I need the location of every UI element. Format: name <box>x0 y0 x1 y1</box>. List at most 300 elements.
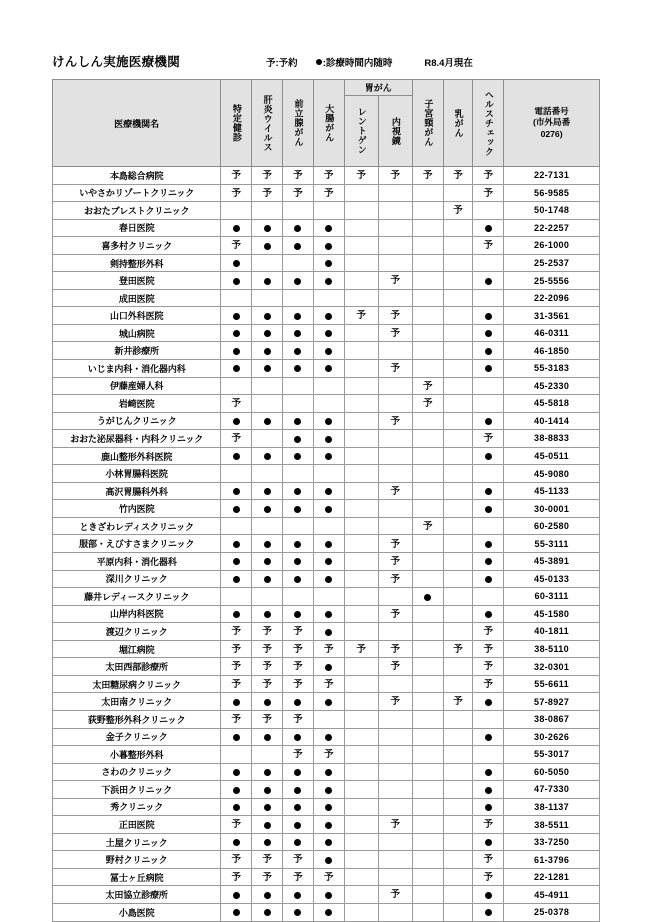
cell-tokutei <box>221 307 252 325</box>
filled-circle-icon <box>325 822 332 829</box>
cell-health <box>473 342 504 360</box>
cell-kanen <box>252 184 283 202</box>
cell-zenritsusen <box>283 202 314 220</box>
cell-kanen <box>252 746 283 764</box>
cell-kanen <box>252 377 283 395</box>
cell-kanen <box>252 360 283 378</box>
table-row <box>53 465 600 483</box>
cell-telephone: 45-0133 <box>504 570 600 588</box>
filled-circle-icon <box>294 558 301 565</box>
cell-institution-name: おおたブレストクリニック <box>53 202 221 220</box>
filled-circle-icon <box>294 804 301 811</box>
cell-telephone: 57-8927 <box>504 693 600 711</box>
cell-zenritsusen <box>283 465 314 483</box>
cell-rentogen <box>344 605 378 623</box>
cell-daicho <box>313 763 344 781</box>
table-row <box>53 710 600 728</box>
cell-daicho <box>313 693 344 711</box>
cell-telephone: 60-5050 <box>504 763 600 781</box>
filled-circle-icon <box>294 892 301 899</box>
cell-kanen <box>252 710 283 728</box>
cell-naishikyo <box>378 851 412 869</box>
filled-circle-icon <box>485 278 492 285</box>
cell-health <box>473 851 504 869</box>
reservation-mark: 予 <box>423 380 433 392</box>
cell-shikyukei <box>412 517 443 535</box>
cell-naishikyo <box>378 184 412 202</box>
table-row <box>53 781 600 799</box>
reservation-mark: 予 <box>293 713 303 725</box>
cell-nyugan <box>443 500 473 518</box>
table-row <box>53 675 600 693</box>
reservation-mark: 予 <box>390 327 401 339</box>
table-row <box>53 816 600 834</box>
cell-rentogen <box>344 430 378 448</box>
cell-shikyukei <box>412 816 443 834</box>
cell-kanen <box>252 816 283 834</box>
cell-institution-name: 喜多村クリニック <box>53 237 221 255</box>
cell-tokutei <box>221 746 252 764</box>
filled-circle-icon <box>485 313 492 320</box>
cell-zenritsusen <box>283 658 314 676</box>
cell-health <box>473 289 504 307</box>
reservation-mark: 予 <box>356 310 366 322</box>
cell-health <box>473 570 504 588</box>
cell-telephone: 33-7250 <box>504 833 600 851</box>
filled-circle-icon <box>325 611 332 618</box>
filled-circle-icon <box>325 488 332 495</box>
cell-daicho <box>313 482 344 500</box>
cell-nyugan <box>443 377 473 395</box>
cell-naishikyo <box>378 289 412 307</box>
cell-daicho <box>313 746 344 764</box>
cell-health <box>473 447 504 465</box>
reservation-mark: 予 <box>390 573 401 585</box>
filled-circle-icon <box>264 330 271 337</box>
cell-kanen <box>252 447 283 465</box>
cell-nyugan <box>443 781 473 799</box>
reservation-mark: 予 <box>390 643 401 655</box>
cell-institution-name: さわのクリニック <box>53 763 221 781</box>
reservation-mark: 予 <box>453 643 463 655</box>
filled-circle-icon <box>294 699 301 706</box>
cell-health <box>473 237 504 255</box>
table-row <box>53 553 600 571</box>
cell-rentogen <box>344 903 378 921</box>
cell-zenritsusen <box>283 570 314 588</box>
filled-circle-icon <box>485 506 492 513</box>
cell-shikyukei <box>412 482 443 500</box>
cell-tokutei <box>221 675 252 693</box>
cell-rentogen <box>344 324 378 342</box>
filled-circle-icon <box>325 541 332 548</box>
cell-health <box>473 517 504 535</box>
cell-kanen <box>252 868 283 886</box>
cell-telephone: 38-0867 <box>504 710 600 728</box>
cell-kanen <box>252 833 283 851</box>
cell-zenritsusen <box>283 517 314 535</box>
cell-telephone: 45-9080 <box>504 465 600 483</box>
filled-circle-icon <box>264 453 271 460</box>
cell-institution-name: 竹内医院 <box>53 500 221 518</box>
cell-nyugan <box>443 675 473 693</box>
filled-circle-icon <box>325 892 332 899</box>
cell-tokutei <box>221 570 252 588</box>
table-row <box>53 570 600 588</box>
cell-health <box>473 903 504 921</box>
cell-institution-name: 太田協立診療所 <box>53 886 221 904</box>
cell-daicho <box>313 728 344 746</box>
cell-institution-name: ときざわレディスクリニック <box>53 517 221 535</box>
cell-shikyukei <box>412 360 443 378</box>
filled-circle-icon <box>233 418 240 425</box>
filled-circle-icon <box>233 892 240 899</box>
filled-circle-icon <box>264 225 271 232</box>
cell-shikyukei <box>412 623 443 641</box>
filled-circle-icon <box>264 787 271 794</box>
cell-nyugan <box>443 167 473 185</box>
cell-institution-name: 春日医院 <box>53 219 221 237</box>
cell-naishikyo <box>378 254 412 272</box>
cell-shikyukei <box>412 588 443 606</box>
col-header-colorectal-cancer: 大腸がん <box>313 80 344 167</box>
cell-kanen <box>252 430 283 448</box>
reservation-mark: 予 <box>483 240 494 252</box>
reservation-mark: 予 <box>231 643 242 655</box>
cell-shikyukei <box>412 167 443 185</box>
cell-shikyukei <box>412 377 443 395</box>
filled-circle-icon <box>294 787 301 794</box>
cell-telephone: 22-2257 <box>504 219 600 237</box>
cell-zenritsusen <box>283 816 314 834</box>
cell-kanen <box>252 763 283 781</box>
cell-rentogen <box>344 693 378 711</box>
cell-tokutei <box>221 623 252 641</box>
cell-institution-name: 剣持整形外科 <box>53 254 221 272</box>
cell-telephone: 45-0511 <box>504 447 600 465</box>
cell-tokutei <box>221 395 252 413</box>
cell-naishikyo <box>378 710 412 728</box>
cell-institution-name: 秀クリニック <box>53 798 221 816</box>
filled-circle-icon <box>325 436 332 443</box>
reservation-mark: 予 <box>293 643 303 655</box>
col-header-xray: レントゲン <box>344 96 378 167</box>
cell-institution-name: 荻野整形外科クリニック <box>53 710 221 728</box>
table-header <box>53 80 600 167</box>
reservation-mark: 予 <box>262 626 272 638</box>
reservation-mark: 予 <box>453 696 463 708</box>
filled-circle-icon <box>264 365 271 372</box>
table-row <box>53 202 600 220</box>
filled-circle-icon <box>325 260 332 267</box>
cell-zenritsusen <box>283 675 314 693</box>
cell-tokutei <box>221 763 252 781</box>
cell-nyugan <box>443 482 473 500</box>
cell-nyugan <box>443 553 473 571</box>
cell-nyugan <box>443 219 473 237</box>
cell-rentogen <box>344 833 378 851</box>
reservation-mark: 予 <box>262 678 272 690</box>
cell-institution-name: おおた泌尿器科・内科クリニック <box>53 430 221 448</box>
cell-tokutei <box>221 360 252 378</box>
filled-circle-icon <box>485 488 492 495</box>
table-row <box>53 307 600 325</box>
cell-rentogen <box>344 289 378 307</box>
cell-zenritsusen <box>283 868 314 886</box>
cell-kanen <box>252 693 283 711</box>
reservation-mark: 予 <box>323 643 334 655</box>
reservation-mark: 予 <box>483 170 494 182</box>
cell-shikyukei <box>412 903 443 921</box>
cell-institution-name: 渡辺クリニック <box>53 623 221 641</box>
cell-zenritsusen <box>283 395 314 413</box>
filled-circle-icon <box>485 734 492 741</box>
cell-rentogen <box>344 482 378 500</box>
cell-tokutei <box>221 886 252 904</box>
cell-kanen <box>252 851 283 869</box>
cell-zenritsusen <box>283 851 314 869</box>
cell-nyugan <box>443 658 473 676</box>
document-header <box>52 52 600 74</box>
filled-circle-icon <box>264 313 271 320</box>
cell-rentogen <box>344 570 378 588</box>
filled-circle-icon <box>264 699 271 706</box>
filled-circle-icon <box>233 506 240 513</box>
cell-tokutei <box>221 710 252 728</box>
cell-naishikyo <box>378 219 412 237</box>
filled-circle-icon <box>233 909 240 916</box>
filled-circle-icon <box>485 348 492 355</box>
cell-health <box>473 430 504 448</box>
cell-naishikyo <box>378 237 412 255</box>
cell-health <box>473 658 504 676</box>
cell-naishikyo <box>378 272 412 290</box>
cell-daicho <box>313 272 344 290</box>
cell-kanen <box>252 324 283 342</box>
cell-tokutei <box>221 272 252 290</box>
reservation-mark: 予 <box>390 608 401 620</box>
reservation-mark: 予 <box>231 713 242 725</box>
table-row <box>53 693 600 711</box>
cell-tokutei <box>221 781 252 799</box>
table-row <box>53 728 600 746</box>
cell-naishikyo <box>378 553 412 571</box>
table-row <box>53 324 600 342</box>
cell-rentogen <box>344 535 378 553</box>
reservation-mark: 予 <box>262 871 272 883</box>
cell-naishikyo <box>378 903 412 921</box>
kenshin-table <box>52 79 600 922</box>
cell-health <box>473 395 504 413</box>
cell-health <box>473 781 504 799</box>
cell-naishikyo <box>378 447 412 465</box>
filled-circle-icon <box>233 699 240 706</box>
table-row <box>53 903 600 921</box>
cell-zenritsusen <box>283 377 314 395</box>
cell-institution-name: 太田西部診療所 <box>53 658 221 676</box>
cell-naishikyo <box>378 605 412 623</box>
cell-naishikyo <box>378 675 412 693</box>
reservation-mark: 予 <box>390 170 401 182</box>
cell-institution-name: 小暮整形外科 <box>53 746 221 764</box>
cell-health <box>473 588 504 606</box>
filled-circle-icon <box>485 787 492 794</box>
cell-zenritsusen <box>283 360 314 378</box>
cell-institution-name: 登田医院 <box>53 272 221 290</box>
tel-header-line3: 0276) <box>540 128 563 139</box>
filled-circle-icon <box>294 330 301 337</box>
cell-tokutei <box>221 237 252 255</box>
cell-health <box>473 307 504 325</box>
cell-rentogen <box>344 553 378 571</box>
cell-telephone: 45-4911 <box>504 886 600 904</box>
col-header-stomach-cancer-group: 胃がん <box>344 80 412 96</box>
table-row <box>53 360 600 378</box>
reservation-mark: 予 <box>390 661 401 673</box>
cell-zenritsusen <box>283 535 314 553</box>
cell-tokutei <box>221 500 252 518</box>
cell-nyugan <box>443 710 473 728</box>
reservation-mark: 予 <box>231 187 242 199</box>
table-row <box>53 746 600 764</box>
cell-tokutei <box>221 588 252 606</box>
cell-health <box>473 465 504 483</box>
cell-daicho <box>313 517 344 535</box>
cell-rentogen <box>344 781 378 799</box>
reservation-mark: 予 <box>323 749 334 761</box>
cell-naishikyo <box>378 324 412 342</box>
reservation-mark: 予 <box>262 170 272 182</box>
cell-shikyukei <box>412 342 443 360</box>
cell-tokutei <box>221 324 252 342</box>
cell-zenritsusen <box>283 500 314 518</box>
filled-circle-icon <box>325 699 332 706</box>
cell-tokutei <box>221 202 252 220</box>
cell-kanen <box>252 588 283 606</box>
filled-circle-icon <box>264 488 271 495</box>
cell-telephone: 55-3017 <box>504 746 600 764</box>
cell-daicho <box>313 640 344 658</box>
filled-circle-icon <box>325 418 332 425</box>
cell-kanen <box>252 412 283 430</box>
cell-tokutei <box>221 219 252 237</box>
filled-circle-icon <box>325 243 332 250</box>
legend-dot-label: :診療時間内随時 <box>322 58 393 69</box>
cell-health <box>473 710 504 728</box>
cell-zenritsusen <box>283 710 314 728</box>
filled-circle-icon <box>294 418 301 425</box>
cell-nyugan <box>443 465 473 483</box>
cell-shikyukei <box>412 746 443 764</box>
table-row <box>53 219 600 237</box>
cell-nyugan <box>443 202 473 220</box>
cell-nyugan <box>443 728 473 746</box>
cell-nyugan <box>443 324 473 342</box>
filled-circle-icon <box>233 576 240 583</box>
cell-daicho <box>313 588 344 606</box>
cell-institution-name: いやさかリゾートクリニック <box>53 184 221 202</box>
cell-telephone: 40-1414 <box>504 412 600 430</box>
cell-daicho <box>313 377 344 395</box>
table-row <box>53 605 600 623</box>
cell-nyugan <box>443 237 473 255</box>
cell-kanen <box>252 535 283 553</box>
filled-circle-icon <box>325 629 332 636</box>
cell-daicho <box>313 219 344 237</box>
cell-kanen <box>252 517 283 535</box>
filled-circle-icon <box>485 225 492 232</box>
reservation-mark: 予 <box>390 819 401 831</box>
filled-circle-icon <box>294 506 301 513</box>
cell-rentogen <box>344 219 378 237</box>
cell-kanen <box>252 342 283 360</box>
filled-circle-icon <box>264 734 271 741</box>
cell-kanen <box>252 658 283 676</box>
filled-circle-icon <box>264 541 271 548</box>
cell-nyugan <box>443 851 473 869</box>
cell-zenritsusen <box>283 237 314 255</box>
cell-zenritsusen <box>283 342 314 360</box>
cell-zenritsusen <box>283 833 314 851</box>
filled-circle-icon <box>294 576 301 583</box>
cell-kanen <box>252 903 283 921</box>
col-header-cervical-cancer: 子宮頸がん <box>412 80 443 167</box>
filled-circle-icon <box>294 488 301 495</box>
reservation-mark: 予 <box>293 187 303 199</box>
reservation-mark: 予 <box>483 819 494 831</box>
legend-yoyaku: 予:予約 <box>266 58 298 69</box>
cell-naishikyo <box>378 500 412 518</box>
reservation-mark: 予 <box>390 415 401 427</box>
cell-health <box>473 272 504 290</box>
reservation-mark: 予 <box>262 661 272 673</box>
col-header-endoscopy: 内視鏡 <box>378 96 412 167</box>
cell-zenritsusen <box>283 324 314 342</box>
cell-kanen <box>252 237 283 255</box>
cell-zenritsusen <box>283 219 314 237</box>
filled-circle-icon <box>233 804 240 811</box>
filled-circle-icon <box>485 804 492 811</box>
cell-daicho <box>313 658 344 676</box>
filled-circle-icon <box>294 909 301 916</box>
table-row <box>53 886 600 904</box>
cell-shikyukei <box>412 798 443 816</box>
cell-nyugan <box>443 763 473 781</box>
table-row <box>53 272 600 290</box>
filled-circle-icon <box>294 734 301 741</box>
cell-naishikyo <box>378 868 412 886</box>
cell-zenritsusen <box>283 167 314 185</box>
cell-institution-name: 伊藤産婦人科 <box>53 377 221 395</box>
cell-institution-name: 金子クリニック <box>53 728 221 746</box>
cell-institution-name: 小林胃腸科医院 <box>53 465 221 483</box>
cell-shikyukei <box>412 710 443 728</box>
table-row <box>53 798 600 816</box>
cell-rentogen <box>344 447 378 465</box>
cell-telephone: 30-2626 <box>504 728 600 746</box>
filled-circle-icon <box>325 558 332 565</box>
cell-telephone: 45-1133 <box>504 482 600 500</box>
cell-tokutei <box>221 553 252 571</box>
cell-zenritsusen <box>283 482 314 500</box>
cell-daicho <box>313 202 344 220</box>
filled-circle-icon <box>233 734 240 741</box>
filled-circle-icon <box>294 225 301 232</box>
cell-zenritsusen <box>283 728 314 746</box>
cell-health <box>473 623 504 641</box>
filled-circle-icon <box>325 365 332 372</box>
cell-telephone: 25-2537 <box>504 254 600 272</box>
